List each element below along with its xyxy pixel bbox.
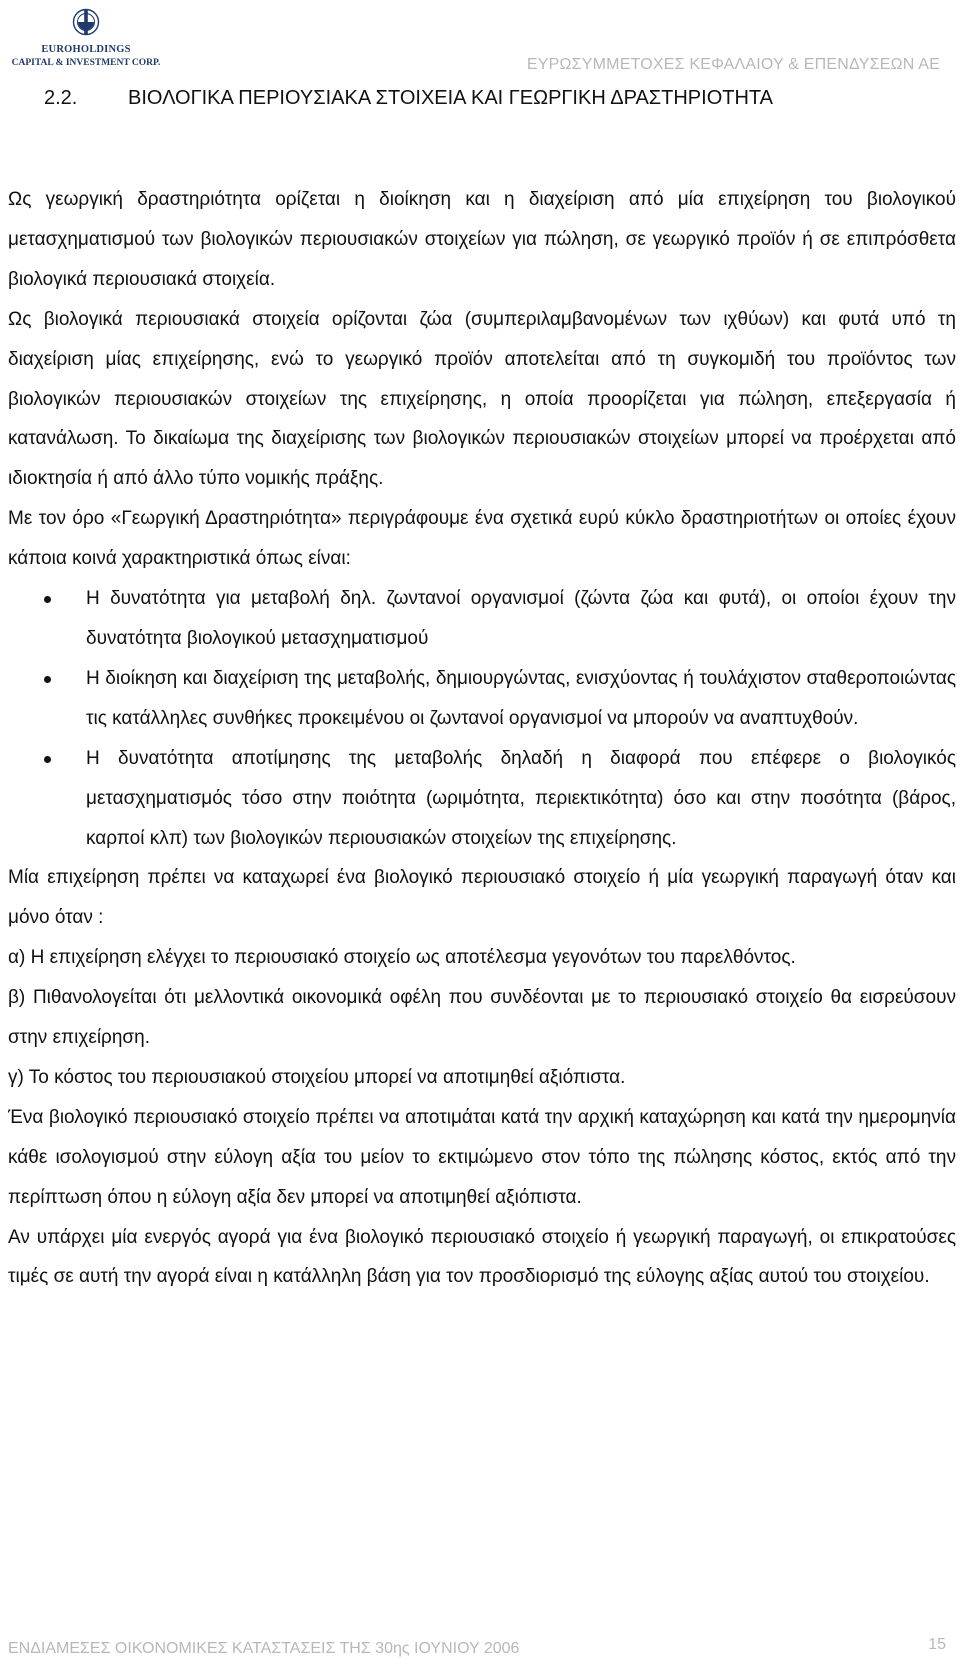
condition-b: β) Πιθανολογείται ότι μελλοντικά οικονομικά οφέλη που συνδέονται με το περιουσιακό στοιχείο θα εισρεύσουν στην επιχείρηση.: [8, 987, 956, 1049]
logo-emblem-icon: [64, 8, 108, 42]
paragraph-agricultural-activity: Ως γεωργική δραστηριότητα ορίζεται η διοίκηση και η διαχείριση από μία επιχείρηση του βιολογικού μετασχηματισμού των βιολογικών περιουσιακών στοιχείων για πώληση, σε γεωργικό προϊόν ή σε επιπρόσθετα βιολογικά περιουσιακά στοιχεία.: [8, 189, 956, 290]
document-body: [8, 180, 956, 1297]
list-item: Η δυνατότητα αποτίμησης της μεταβολής δηλαδή η διαφορά που επέφερε ο βιολογικός μετασχηματισμός τόσο στην ποιότητα (ωριμότητα, περιεκτικότητα) όσο και στην ποσότητα (βάρος, καρποί κλπ) των βιολογικών περιουσιακών στοιχείων της επιχείρησης.: [8, 739, 956, 859]
paragraph-recognition: Μία επιχείρηση πρέπει να καταχωρεί ένα βιολογικό περιουσιακό στοιχείο ή μία γεωργική παραγωγή όταν και μόνο όταν :: [8, 867, 956, 929]
section-number: 2.2.: [44, 87, 78, 109]
section-title: ΒΙΟΛΟΓΙΚΑ ΠΕΡΙΟΥΣΙΑΚΑ ΣΤΟΙΧΕΙΑ ΚΑΙ ΓΕΩΡΓΙΚΗ ΔΡΑΣΤΗΡΙΟΤΗΤΑ: [128, 87, 773, 109]
logo-line-1: EUROHOLDINGS: [41, 44, 131, 55]
paragraph-measurement: Ένα βιολογικό περιουσιακό στοιχείο πρέπει να αποτιμάται κατά την αρχική καταχώρηση και κατά την ημερομηνία κάθε ισολογισμού στην εύλογη αξία του μείον το εκτιμώμενο στον τόπο της πώλησης κόστος, εκτός από την περίπτωση όπου η εύλογη αξία δεν μπορεί να αποτιμηθεί αξιόπιστα.: [8, 1106, 956, 1208]
paragraph-active-market: Αν υπάρχει μία ενεργός αγορά για ένα βιολογικό περιουσιακό στοιχείο ή γεωργική παραγωγή, οι επικρατούσες τιμές σε αυτή την αγορά είναι η κατάλληλη βάση για τον προσδιορισμό της εύλογης αξίας αυτού του στοιχείου.: [8, 1226, 956, 1288]
condition-a: α) Η επιχείρηση ελέγχει το περιουσιακό στοιχείο ως αποτέλεσμα γεγονότων του παρελθόντος.: [8, 947, 796, 969]
logo-line-2: CAPITAL & INVESTMENT CORP.: [11, 58, 161, 68]
company-logo: [6, 8, 166, 68]
section-heading: [44, 84, 924, 112]
list-item: Η διοίκηση και διαχείριση της μεταβολής, δημιουργώντας, ενισχύοντας ή τουλάχιστον σταθεροποιώντας τις κατάλληλες συνθήκες προκειμένου οι ζωντανοί οργανισμοί να μπορούν να αναπτυχθούν.: [8, 659, 956, 739]
page-number: 15: [928, 1636, 946, 1653]
footer-title: ΕΝΔΙΑΜΕΣΕΣ ΟΙΚΟΝΟΜΙΚΕΣ ΚΑΤΑΣΤΑΣΕΙΣ ΤΗΣ 30ης ΙΟΥΝΙΟΥ 2006: [8, 1640, 520, 1657]
header-company-name: ΕΥΡΩΣΥΜΜΕΤΟΧΕΣ ΚΕΦΑΛΑΙΟΥ & ΕΠΕΝΔΥΣΕΩΝ ΑΕ: [526, 56, 940, 73]
paragraph-biological-assets: Ως βιολογικά περιουσιακά στοιχεία ορίζονται ζώα (συμπεριλαμβανομένων των ιχθύων) και φυτά υπό τη διαχείριση μίας επιχείρησης, ενώ το γεωργικό προϊόν αποτελείται από τη συγκομιδή του προϊόντος των βιολογικών περιουσιακών στοιχείων της επιχείρησης, η οποία προορίζεται για πώληση, επεξεργασία ή κατανάλωση. Το δικαίωμα της διαχείρισης των βιολογικών περιουσιακών στοιχείων μπορεί να προέρχεται από ιδιοκτησία ή από άλλο τύπο νομικής πράξης.: [8, 308, 956, 490]
paragraph-activity-characteristics: Με τον όρο «Γεωργική Δραστηριότητα» περιγράφουμε ένα σχετικά ευρύ κύκλο δραστηριοτήτων οι οποίες έχουν κάποια κοινά χαρακτηριστικά όπως είναι:: [8, 508, 956, 570]
characteristics-list: [8, 579, 956, 858]
condition-c: γ) Το κόστος του περιουσιακού στοιχείου μπορεί να αποτιμηθεί αξιόπιστα.: [8, 1066, 626, 1088]
list-item: Η δυνατότητα για μεταβολή δηλ. ζωντανοί οργανισμοί (ζώντα ζώα και φυτά), οι οποίοι έχουν την δυνατότητα βιολογικού μετασχηματισμού: [8, 579, 956, 659]
